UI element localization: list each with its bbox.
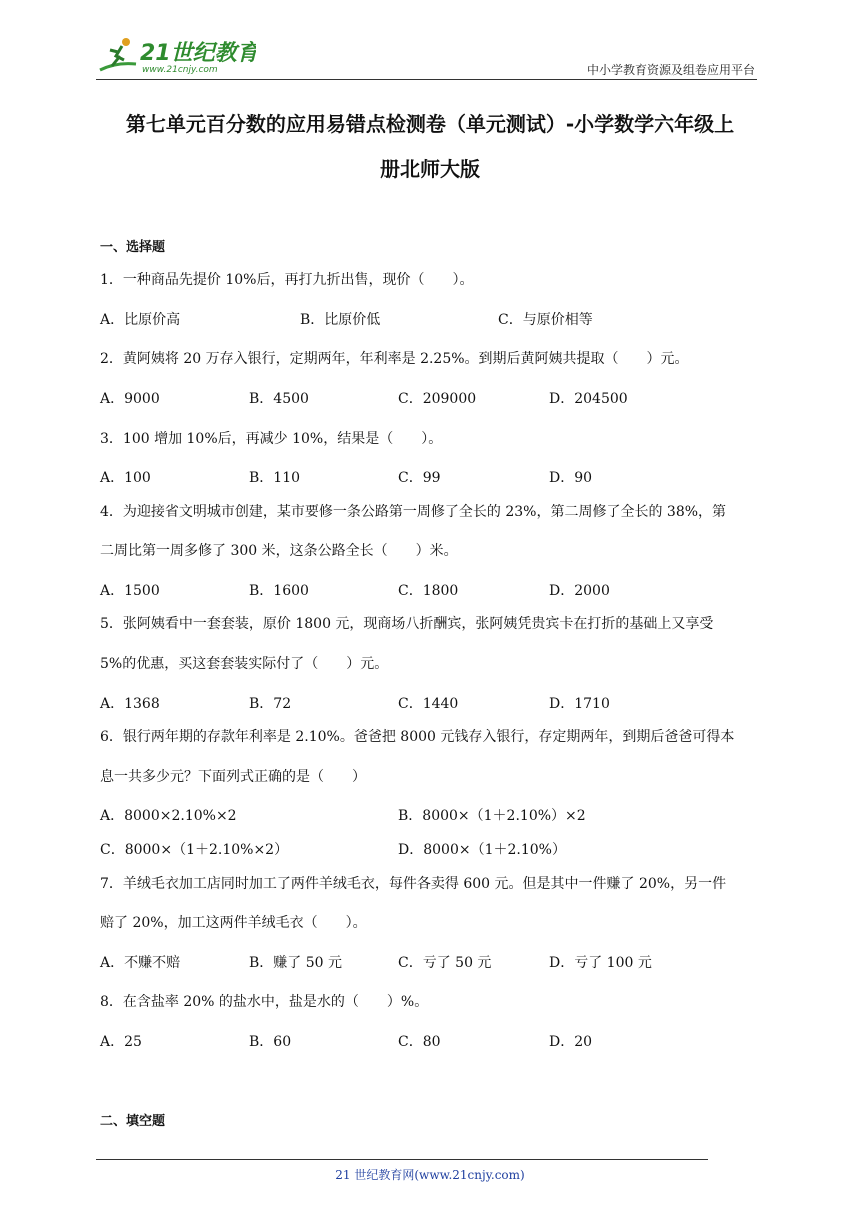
svg-text:www.21cnjy.com: www.21cnjy.com	[142, 65, 218, 75]
question-5-option-a: A．1368	[100, 696, 160, 712]
question-2-option-b: B．4500	[249, 391, 309, 407]
svg-text:21世纪教育: 21世纪教育	[140, 41, 256, 66]
question-8-option-a: A．25	[100, 1034, 142, 1050]
page-title-line1: 第七单元百分数的应用易错点检测卷（单元测试）-小学数学六年级上	[125, 112, 735, 136]
question-5-text-line1: 5．张阿姨看中一套套装，原价 1800 元，现商场八折酬宾，张阿姨凭贵宾卡在打折的基础上又享受	[100, 616, 714, 632]
question-4-option-a: A．1500	[100, 583, 160, 599]
question-4-option-c: C．1800	[398, 583, 459, 599]
question-8-text: 8．在含盐率 20% 的盐水中，盐是水的（ ）%。	[100, 994, 429, 1010]
question-2-option-a: A．9000	[100, 391, 160, 407]
question-1-option-a: A．比原价高	[100, 312, 181, 328]
question-4-text-line1: 4．为迎接省文明城市创建，某市要修一条公路第一周修了全长的 23%，第二周修了全长的 38%，第	[100, 504, 727, 520]
question-7-option-a: A．不赚不赔	[100, 955, 181, 971]
question-1-text: 1．一种商品先提价 10%后，再打九折出售，现价（ ）。	[100, 272, 474, 288]
footer-text: 21 世纪教育网(www.21cnjy.com)	[335, 1168, 525, 1182]
question-6-option-a: A．8000×2.10%×2	[100, 808, 237, 824]
section-heading-fill: 二、填空题	[100, 1114, 166, 1129]
question-5-text-line2: 5%的优惠，买这套套装实际付了（ ）元。	[100, 656, 389, 672]
question-8-option-b: B．60	[249, 1034, 292, 1050]
page-title-line2: 册北师大版	[380, 157, 480, 181]
logo	[96, 34, 256, 78]
question-6-option-c: C．8000×（1＋2.10%×2）	[100, 842, 289, 858]
question-5-option-d: D．1710	[549, 696, 610, 712]
question-5-option-c: C．1440	[398, 696, 459, 712]
question-6-option-b: B．8000×（1＋2.10%）×2	[398, 808, 586, 824]
question-6-text-line1: 6．银行两年期的存款年利率是 2.10%。爸爸把 8000 元钱存入银行，存定期两年，到期后爸爸可得本	[100, 729, 735, 745]
question-8-option-c: C．80	[398, 1034, 441, 1050]
question-7-text-line1: 7．羊绒毛衣加工店同时加工了两件羊绒毛衣，每件各卖得 600 元。但是其中一件赚了 20%，另一件	[100, 876, 727, 892]
question-3-option-c: C．99	[398, 470, 441, 486]
question-8-option-d: D．20	[549, 1034, 593, 1050]
question-7-text-line2: 赔了 20%，加工这两件羊绒毛衣（ ）。	[100, 915, 367, 931]
header-divider	[96, 79, 757, 80]
question-3-option-d: D．90	[549, 470, 593, 486]
question-7-option-b: B．赚了 50 元	[249, 955, 343, 971]
question-7-option-d: D．亏了 100 元	[549, 955, 652, 971]
section-heading-choice: 一、选择题	[100, 240, 166, 255]
question-4-text-line2: 二周比第一周多修了 300 米，这条公路全长（ ）米。	[100, 543, 458, 559]
question-5-option-b: B．72	[249, 696, 292, 712]
question-3-option-a: A．100	[100, 470, 151, 486]
question-4-option-b: B．1600	[249, 583, 309, 599]
question-6-text-line2: 息一共多少元？下面列式正确的是（ ）	[100, 769, 366, 785]
runner-logo-icon	[96, 34, 256, 78]
question-1-option-c: C．与原价相等	[498, 312, 593, 328]
question-2-option-c: C．209000	[398, 391, 477, 407]
question-2-option-d: D．204500	[549, 391, 628, 407]
question-2-text: 2．黄阿姨将 20 万存入银行，定期两年，年利率是 2.25%。到期后黄阿姨共提取（ ）元。	[100, 351, 689, 367]
question-4-option-d: D．2000	[549, 583, 610, 599]
footer-divider	[96, 1159, 708, 1160]
question-3-text: 3．100 增加 10%后，再减少 10%，结果是（ ）。	[100, 431, 443, 447]
question-6-option-d: D．8000×（1＋2.10%）	[398, 842, 566, 858]
header-platform-text: 中小学教育资源及组卷应用平台	[586, 63, 755, 77]
question-7-option-c: C．亏了 50 元	[398, 955, 492, 971]
question-3-option-b: B．110	[249, 470, 301, 486]
question-1-option-b: B．比原价低	[300, 312, 381, 328]
